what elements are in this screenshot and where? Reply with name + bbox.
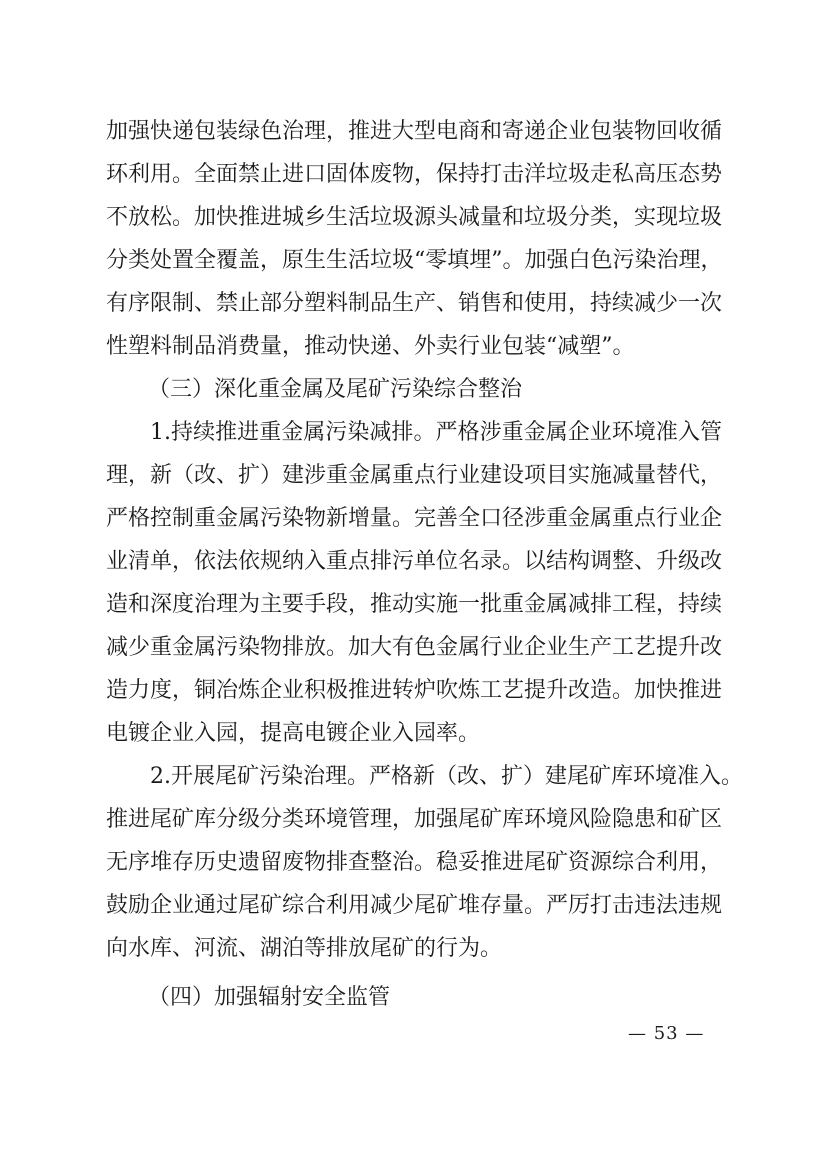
text-line: 减少重金属污染物排放。加大有色金属行业企业生产工艺提升改 — [106, 635, 723, 660]
text-line: 电镀企业入园，提高电镀企业入园率。 — [106, 721, 481, 746]
text-line: 加强快递包装绿色治理，推进大型电商和寄递企业包装物回收循 — [106, 119, 723, 144]
page-number: — 53 — — [628, 1023, 705, 1044]
text-line: 1.持续推进重金属污染减排。严格涉重金属企业环境准入管 — [150, 420, 722, 445]
text-line: 分类处置全覆盖，原生生活垃圾“零填埋”。加强白色污染治理， — [106, 248, 723, 273]
text-line: 业清单，依法依规纳入重点排污单位名录。以结构调整、升级改 — [106, 549, 723, 574]
text-line: 有序限制、禁止部分塑料制品生产、销售和使用，持续减少一次 — [106, 291, 723, 316]
text-line: 推进尾矿库分级分类环境管理，加强尾矿库环境风险隐患和矿区 — [106, 807, 723, 832]
text-line: 理，新（改、扩）建涉重金属重点行业建设项目实施减量替代， — [106, 463, 723, 488]
text-line: 严格控制重金属污染物新增量。完善全口径涉重金属重点行业企 — [106, 506, 723, 531]
text-line: 不放松。加快推进城乡生活垃圾源头减量和垃圾分类，实现垃圾 — [106, 205, 723, 230]
section-heading-4: （四）加强辐射安全监管 — [148, 985, 391, 1010]
text-line: 2.开展尾矿污染治理。严格新（改、扩）建尾矿库环境准入。 — [150, 764, 743, 789]
text-line: 鼓励企业通过尾矿综合利用减少尾矿堆存量。严厉打击违法违规 — [106, 893, 723, 918]
text-line: 造力度，铜冶炼企业积极推进转炉吹炼工艺提升改造。加快推进 — [106, 678, 723, 703]
text-line: 性塑料制品消费量，推动快递、外卖行业包装“减塑”。 — [106, 334, 635, 359]
text-line: 无序堆存历史遗留废物排查整治。稳妥推进尾矿资源综合利用， — [106, 850, 723, 875]
text-line: 向水库、河流、湖泊等排放尾矿的行为。 — [106, 936, 503, 961]
text-line: 造和深度治理为主要手段，推动实施一批重金属减排工程，持续 — [106, 592, 723, 617]
text-line: 环利用。全面禁止进口固体废物，保持打击洋垃圾走私高压态势 — [106, 162, 723, 187]
section-heading-3: （三）深化重金属及尾矿污染综合整治 — [148, 377, 523, 402]
